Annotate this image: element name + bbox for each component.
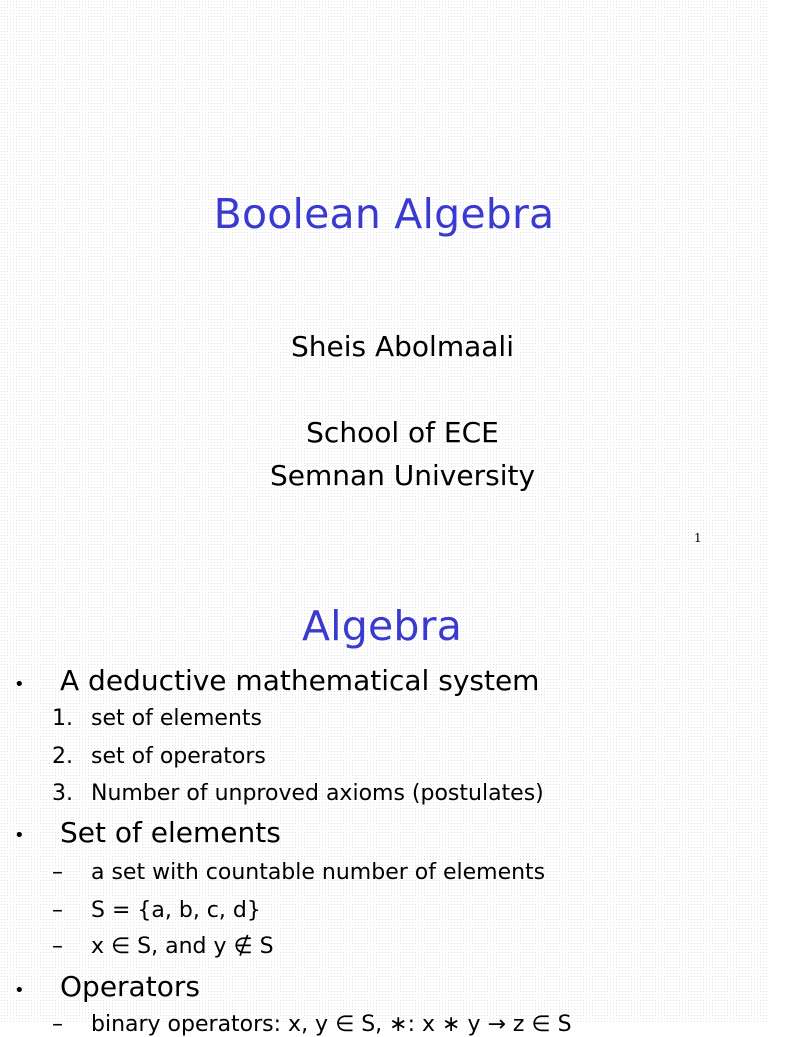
bullet-marker: • <box>14 980 25 1001</box>
author-name: Sheis Abolmaali <box>290 330 514 363</box>
list-item-marker: 2. <box>52 744 73 769</box>
bullet-set-of-elements: Set of elements <box>60 816 281 849</box>
bullet-marker: • <box>14 674 25 695</box>
list-item-marker: – <box>52 860 63 885</box>
list-item-marker: – <box>52 1012 63 1037</box>
page-number: 1 <box>694 531 702 545</box>
slide-1-title: Boolean Algebra <box>213 190 555 238</box>
list-item-marker: 1. <box>52 706 73 731</box>
list-item-set-of-operators: set of operators <box>91 744 266 769</box>
list-item-marker: 3. <box>52 781 73 806</box>
list-item-set-of-elements: set of elements <box>91 706 262 731</box>
bullet-operators: Operators <box>60 970 200 1003</box>
slide-2-title: Algebra <box>301 602 463 650</box>
list-item-set-definition: S = {a, b, c, d} <box>91 898 261 923</box>
list-item-membership: x ∈ S, and y ∉ S <box>91 934 274 959</box>
university-name: Semnan University <box>269 459 536 492</box>
slide-2 <box>0 576 768 1037</box>
list-item-marker: – <box>52 934 63 959</box>
list-item-countable-set: a set with countable number of elements <box>91 860 546 885</box>
list-item-axioms: Number of unproved axioms (postulates) <box>91 781 544 806</box>
school-name: School of ECE <box>306 416 499 449</box>
bullet-deductive-system: A deductive mathematical system <box>60 664 540 697</box>
list-item-marker: – <box>52 898 63 923</box>
bullet-marker: • <box>14 825 25 846</box>
list-item-binary-operators: binary operators: x, y ∈ S, ∗: x ∗ y → z ∈ S <box>91 1012 572 1037</box>
